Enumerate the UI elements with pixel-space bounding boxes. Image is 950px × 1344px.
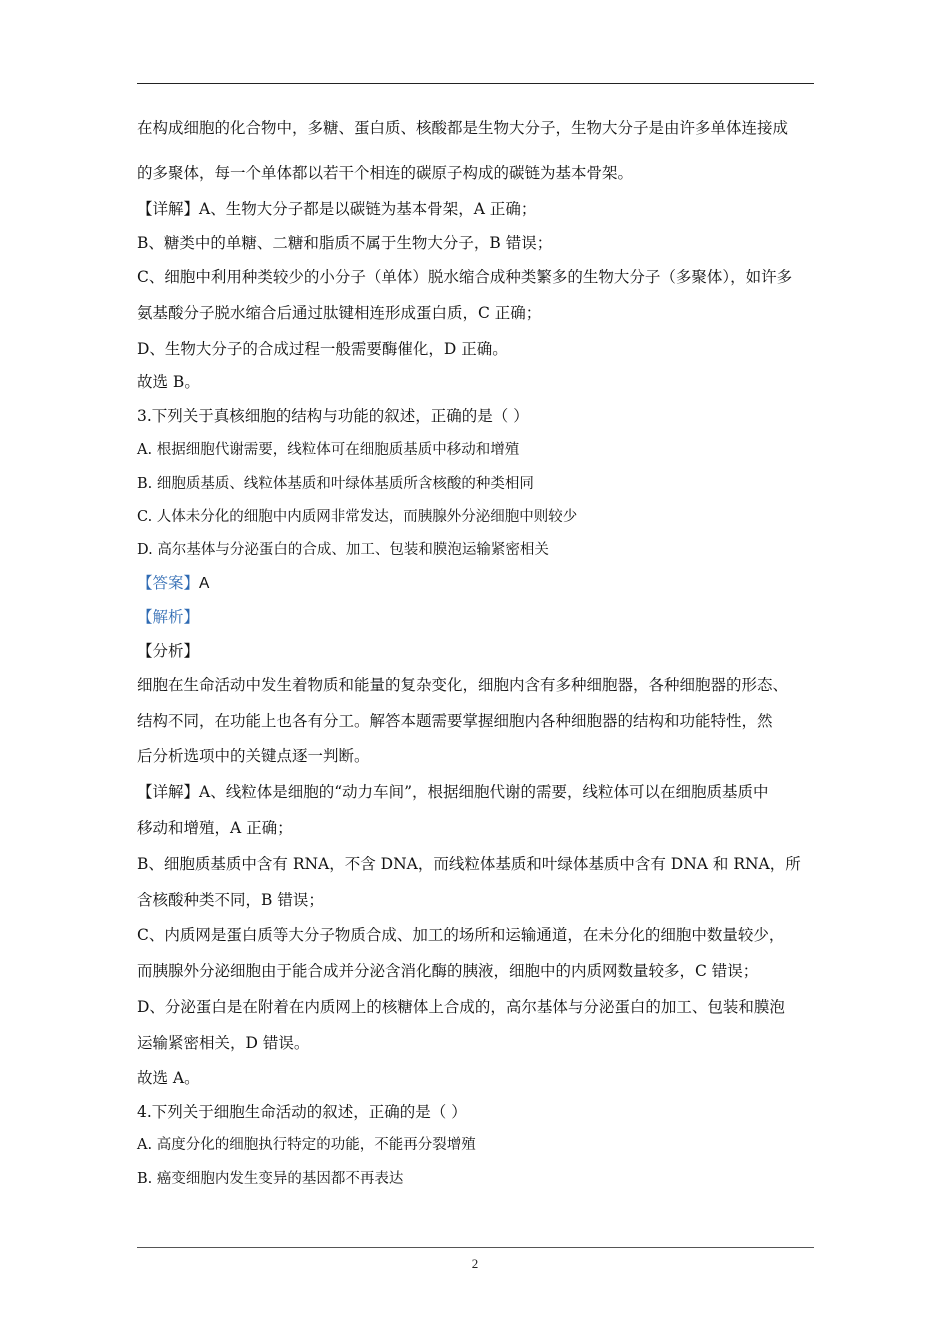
text-line: B、糖类中的单糖、二糖和脂质不属于生物大分子，B 错误；	[137, 234, 553, 252]
analysis-heading: 【解析】	[137, 608, 200, 626]
question-3-stem: 3.下列关于真核细胞的结构与功能的叙述，正确的是（ ）	[137, 407, 529, 425]
text-line: 细胞在生命活动中发生着物质和能量的复杂变化，细胞内含有多种细胞器，各种细胞器的形态、	[137, 676, 789, 694]
text-line: 【详解】A、线粒体是细胞的“动力车间”，根据细胞代谢的需要，线粒体可以在细胞质基质中	[137, 783, 769, 801]
text-line: 结构不同，在功能上也各有分工。解答本题需要掌握细胞内各种细胞器的结构和功能特性，然	[137, 712, 773, 730]
text-line: 的多聚体，每一个单体都以若干个相连的碳原子构成的碳链为基本骨架。	[137, 164, 634, 182]
analysis-subheading: 【分析】	[137, 642, 200, 660]
question-4-option-b: B. 癌变细胞内发生变异的基因都不再表达	[137, 1171, 404, 1187]
answer-value: A	[199, 575, 210, 592]
question-4-stem: 4.下列关于细胞生命活动的叙述，正确的是（ ）	[137, 1103, 467, 1121]
question-3-option-c: C. 人体未分化的细胞中内质网非常发达，而胰腺外分泌细胞中则较少	[137, 509, 578, 525]
text-line: B、细胞质基质中含有 RNA，不含 DNA，而线粒体基质和叶绿体基质中含有 DNA 和 RNA，所	[137, 855, 801, 873]
text-line: D、分泌蛋白是在附着在内质网上的核糖体上合成的，高尔基体与分泌蛋白的加工、包装和膜泡	[137, 998, 785, 1016]
question-3-option-a: A. 根据细胞代谢需要，线粒体可在细胞质基质中移动和增殖	[137, 442, 520, 458]
text-line: 含核酸种类不同，B 错误；	[137, 891, 324, 909]
text-line: 在构成细胞的化合物中，多糖、蛋白质、核酸都是生物大分子，生物大分子是由许多单体连接成	[137, 119, 789, 137]
answer-line	[137, 573, 209, 594]
text-line: 移动和增殖，A 正确；	[137, 819, 293, 837]
text-line: D、生物大分子的合成过程一般需要酶催化，D 正确。	[137, 340, 508, 358]
text-line: 故选 B。	[137, 373, 200, 391]
question-3-option-b: B. 细胞质基质、线粒体基质和叶绿体基质所含核酸的种类相同	[137, 476, 534, 492]
text-line: C、细胞中利用种类较少的小分子（单体）脱水缩合成种类繁多的生物大分子（多聚体），如许多	[137, 268, 793, 286]
text-line: 【详解】A、生物大分子都是以碳链为基本骨架，A 正确；	[137, 200, 537, 218]
text-line: 而胰腺外分泌细胞由于能合成并分泌含消化酶的胰液，细胞中的内质网数量较多，C 错误；	[137, 962, 759, 980]
text-line: 后分析选项中的关键点逐一判断。	[137, 747, 370, 765]
answer-label: 【答案】	[137, 574, 200, 592]
text-line: 故选 A。	[137, 1069, 200, 1087]
text-line: 运输紧密相关，D 错误。	[137, 1034, 310, 1052]
text-line: C、内质网是蛋白质等大分子物质合成、加工的场所和运输通道，在未分化的细胞中数量较少，	[137, 926, 785, 944]
header-rule	[137, 83, 814, 84]
footer-rule	[137, 1247, 814, 1248]
question-3-option-d: D. 高尔基体与分泌蛋白的合成、加工、包装和膜泡运输紧密相关	[137, 542, 549, 558]
question-4-option-a: A. 高度分化的细胞执行特定的功能，不能再分裂增殖	[137, 1137, 476, 1153]
page-number: 2	[471, 1256, 479, 1271]
text-line: 氨基酸分子脱水缩合后通过肽键相连形成蛋白质，C 正确；	[137, 304, 542, 322]
